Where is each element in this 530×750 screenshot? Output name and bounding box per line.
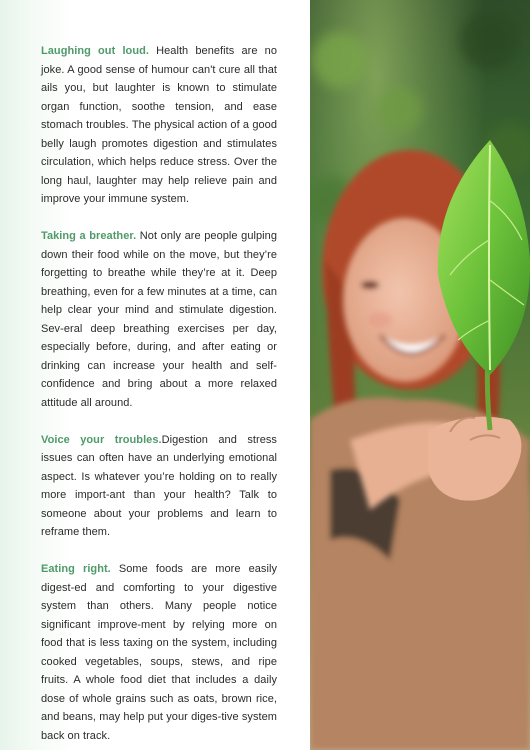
- section-text: Health benefits are no joke. A good sense of humour can't cure all that ails you, but laughter is known to stimulate organ function, soothe tension, and ease stomach troubles. The physical action of a good belly laugh promotes digestion and stimulates circulation, which helps reduce stress. Over the long haul, laughter may help relieve pain and improve your immune system.: [41, 45, 277, 205]
- photo-illustration: [310, 0, 530, 750]
- girl-with-leaf-photo: [310, 0, 530, 750]
- section-text: Some foods are more easily digest-ed and comforting to your digestive system than others. Many people notice significant improve-ment by relying more on food that is less taxing on the system, including cooked vegetables, soups, stews, and ripe fruits. A whole food diet that includes a daily dose of whole grains such as oats, brown rice, and beans, may help put your diges-tive system back on track.: [41, 563, 277, 742]
- article-body: [41, 42, 277, 750]
- section-heading: Eating right.: [41, 563, 111, 575]
- section-text: Not only are people gulping down their food while on the move, but they’re forgetting to breathe while they’re at it. Deep breathing, even for a few minutes at a time, can help clear your mind and stimulate digestion. Sev-eral deep breathing exercises per day, especially before, during, and after eating or drinking can increase your health and self-confidence and bring about a more relaxed attitude all around.: [41, 230, 277, 409]
- section-heading: Taking a breather.: [41, 230, 137, 242]
- section-breather: [41, 227, 277, 412]
- section-heading: Voice your troubles.: [41, 433, 162, 446]
- section-voice: [41, 431, 277, 542]
- section-text: Digestion and stress issues can often have an underlying emotional aspect. Is whatever you’re holding on to really more import-ant than your health? Talk to someone about your problems and learn to reframe them.: [41, 433, 277, 538]
- section-laughing: [41, 42, 277, 209]
- section-heading: Laughing out loud.: [41, 45, 149, 57]
- section-eating: [41, 560, 277, 745]
